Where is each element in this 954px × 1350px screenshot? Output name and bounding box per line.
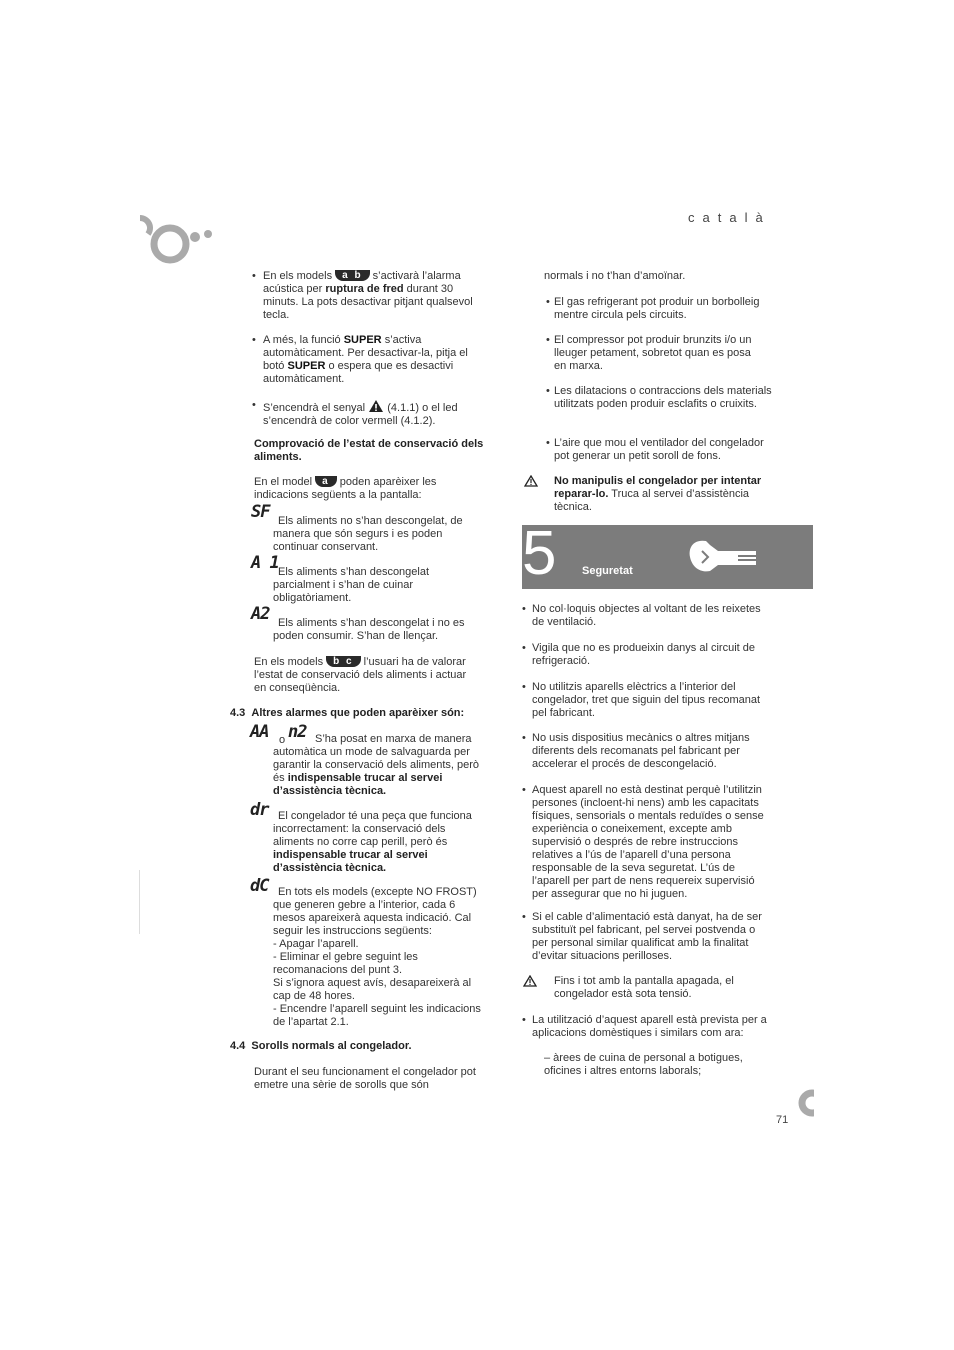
display-code-aa: AA [250, 722, 269, 742]
text: s’activarà l’alarma acústica per [263, 270, 461, 295]
brand-circle-icon [790, 1089, 814, 1117]
text: - Apagar l’aparell. [273, 938, 359, 950]
text: - Encendre l’aparell seguint les indicacions de l’apartat 2.1. [273, 1003, 481, 1028]
paragraph-model-a [254, 476, 484, 502]
display-code-dr: dr [250, 800, 269, 820]
heading-check: Comprovació de l’estat de conservació dels aliments. [254, 438, 484, 463]
bullet: • [522, 1014, 526, 1026]
text-normal-noises: normals i no t’han d’amoïnar. [544, 270, 686, 282]
bullet: • [252, 270, 256, 282]
text: poden aparèixer les indicacions següents a la pantalla: [254, 476, 437, 501]
text: o espera que es desactivi automàticament. [263, 360, 454, 385]
list-item: No col·loquis objectes al voltant de les reixetes de ventilació. [532, 603, 761, 628]
bullet: • [522, 911, 526, 923]
text-dc [273, 886, 483, 1029]
text: (4.1.1) o el led s’encendrà de color vermell (4.1.2). [263, 402, 458, 427]
section-title: Sorolls normals al congelador. [251, 1040, 412, 1052]
text: En els models [263, 270, 333, 282]
section-heading-4-3 [230, 707, 464, 720]
language-label: català [688, 210, 771, 225]
list-item: Les dilatacions o contraccions dels materials utilitzats poden produir esclafits o cruixits. [554, 385, 772, 410]
brand-circles-icon [138, 214, 214, 270]
section-number: 4.3 [230, 707, 246, 719]
text: s’activa automàticament. Per desactivar-la, pitja el botó [263, 334, 468, 372]
list-item: Si el cable d’alimentació està danyat, ha de ser substituït pel fabricant, pel servei postvenda o per personal similar qualificat amb la finalitat d’evitar situacions perilloses. [532, 911, 762, 962]
text: S’encendrà el senyal [263, 402, 366, 414]
list-item: L’aire que mou el ventilador del congelador pot generar un petit soroll de fons. [554, 437, 764, 462]
paragraph-signal [263, 399, 485, 428]
paragraph-noises: Durant el seu funcionament el congelador pot emetre una sèrie de sorolls que són [254, 1066, 476, 1091]
text: durant 30 minuts. La pots desactivar pitjant qualsevol tecla. [263, 283, 473, 321]
list-item: Aquest aparell no està destinat perquè l’utilitzin persones (incloent-hi nens) amb les capacitats físiques, sensorials o mentals reduïdes o sense experiència o coneixement, excepte amb supervisió o després de rebre instruccions relatives a l’ús de l’aparell d’una persona responsable de la seva seguretat. L’ús de l’aparell per part de nens requereix supervisió per assegurar que no hi juguen. [532, 784, 764, 900]
section-banner [522, 519, 813, 589]
model-badge-a: a [315, 476, 337, 487]
divider [139, 870, 140, 934]
display-code-sf: SF [251, 502, 270, 522]
text: Si s’ignora aquest avís, desapareixerà al cap de 48 hores. [273, 977, 472, 1002]
bullet: • [252, 334, 256, 346]
list-item: La utilització d’aquest aparell està prevista per a aplicacions domèstiques i similars com ara: [532, 1014, 767, 1039]
text: l’usuari ha de valorar l’estat de conservació dels aliments i actuar en conseqüència. [254, 656, 467, 694]
section-number: 5 [522, 519, 557, 588]
warning-triangle-icon [368, 399, 384, 413]
warning-triangle-icon [524, 475, 538, 487]
list-item: No utilitzis aparells elèctrics a l’interior del congelador, tret que siguin del tipus recomanat pel fabricant. [532, 681, 761, 719]
paragraph-super [263, 334, 485, 386]
text: - Eliminar el gebre seguint les recomanacions del punt 3. [273, 951, 418, 976]
warning-repair [554, 475, 769, 514]
list-item: El gas refrigerant pot produir un borbolleig mentre circula pels circuits. [554, 296, 760, 321]
text-sf: Els aliments no s’han descongelat, de manera que són segurs i es poden continuar conservant. [273, 515, 463, 553]
model-badge-ab: a b [335, 270, 369, 281]
model-badge-bc: b c [326, 656, 360, 667]
bold-text: No manipulis el congelador per intentar reparar-lo. [554, 475, 762, 500]
bullet: • [252, 399, 256, 411]
list-item: El compressor pot produir brunzits i/o un lleuger petament, sobretot quan es posa en marxa. [554, 334, 752, 372]
bullet: • [546, 296, 550, 308]
super-label: SUPER [343, 334, 382, 346]
paragraph-models-bc [254, 656, 476, 695]
text: En el model [254, 476, 313, 488]
text-aa [273, 733, 483, 798]
display-code-dc: dC [250, 876, 269, 896]
section-title: Altres alarmes que poden aparèixer són: [251, 707, 465, 719]
list-item: No usis dispositius mecànics o altres mitjans diferents dels recomanats pel fabricant per accelerar el procés de descongelació. [532, 732, 750, 770]
text: A més, la funció [263, 334, 341, 346]
section-heading-4-4 [230, 1040, 412, 1053]
list-item: Vigila que no es produeixin danys al circuit de refrigeració. [532, 642, 755, 667]
bullet: • [546, 334, 550, 346]
text: S’ha posat en marxa de manera automàtica un mode de salvaguarda per garantir la conservació dels aliments, però és [273, 733, 480, 784]
section-number: 4.4 [230, 1040, 246, 1052]
display-code-a1: A 1 [251, 553, 279, 573]
warning-voltage: Fins i tot amb la pantalla apagada, el congelador està sota tensió. [554, 975, 734, 1000]
list-item: – àrees de cuina de personal a botigues, oficines i altres entorns laborals; [544, 1052, 743, 1077]
bold-text: indispensable trucar al servei d’assistència tècnica. [273, 849, 428, 874]
bullet: • [522, 732, 526, 744]
warning-triangle-icon [523, 975, 537, 987]
text-a2: Els aliments s’han descongelat i no es poden consumir. S’han de llençar. [273, 617, 465, 642]
display-code-a2: A2 [251, 604, 270, 624]
wrench-icon [686, 537, 762, 579]
display-code-n2: n2 [288, 722, 307, 742]
bullet: • [522, 603, 526, 615]
bold-text: ruptura de fred [325, 283, 404, 295]
text-or: o [279, 734, 286, 746]
text: Truca al servei d’assistència tècnica. [554, 488, 750, 513]
text: En tots els models (excepte NO FROST) que generen gebre a l’interior, cada 6 mesos apareixerà aquesta indicació. Cal seguir les instruccions següents: [273, 886, 477, 937]
section-title: Seguretat [582, 565, 633, 577]
bold-text: indispensable trucar al servei d’assistència tècnica. [273, 772, 443, 797]
bullet: • [522, 681, 526, 693]
bullet: • [522, 784, 526, 796]
super-label: SUPER [287, 360, 326, 372]
text: En els models [254, 656, 324, 668]
page-number: 71 [776, 1114, 789, 1126]
bullet: • [522, 642, 526, 654]
text-dr [273, 810, 483, 875]
text: El congelador té una peça que funciona incorrectament: la conservació dels aliments no corre cap perill, però és [273, 810, 472, 848]
text-a1: Els aliments s’han descongelat parcialment i s’han de cuinar obligatòriament. [273, 566, 430, 604]
bullet: • [546, 437, 550, 449]
bullet: • [546, 385, 550, 397]
paragraph-alarm [263, 270, 485, 322]
